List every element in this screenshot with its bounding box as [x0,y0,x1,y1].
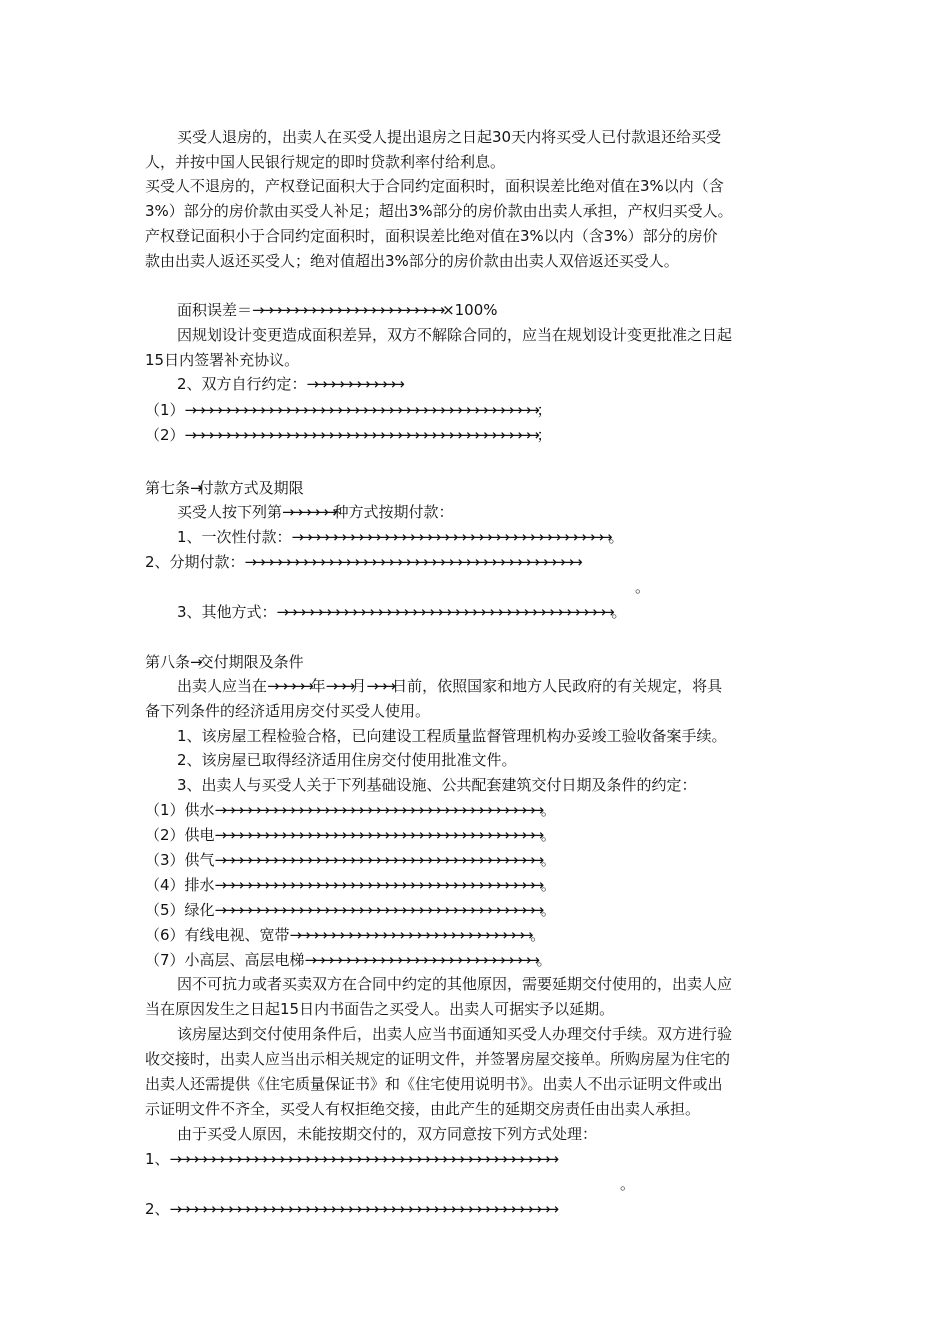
article-7-number: 第七条 [145,479,191,497]
period: 。 [540,801,556,819]
para-plan-1: 因规划设计变更造成面积差异，双方不解除合同的，应当在规划设计变更批准之日起 [177,326,733,344]
period: 。 [635,578,651,596]
condition-3: 3、出卖人与买受人关于下列基础设施、公共配套建筑交付日期及条件的约定： [177,776,697,794]
period: 。 [530,926,546,944]
para-plan-2: 15日内签署补充协议。 [145,351,300,369]
blank-field: →→→ [325,677,352,695]
blank-field: →→→→→→→→→→→→→→→→→→→→→→→→→→→→→→→→→→→→→→→→→→→→→ [169,1200,556,1218]
facility-label: （5）绿化 [145,901,215,919]
para-keep-2: 3%）部分的房价款由买受人补足；超出3%部分的房价款由出卖人承担，产权归买受人。 [145,202,733,220]
period: 。 [608,528,624,546]
article-8-title: 交付期限及条件 [198,653,304,671]
sub-item-1-label: （1） [145,401,185,419]
handover-2: 收交接时，出卖人应当出示相关规定的证明文件，并签署房屋交接单。所购房屋为住宅的 [145,1050,731,1068]
period: 。 [540,826,556,844]
article-7-heading [145,476,304,500]
facility-label: （2）供电 [145,826,215,844]
period: 。 [540,901,556,919]
payment-option-2-label: 2、分期付款： [145,553,245,571]
article-8-number: 第八条 [145,653,191,671]
buyer-delay-option-2 [145,1197,555,1221]
payment-option-2 [145,550,579,574]
blank-field: →→→→→→→→→→→→→→→→→→→→→→→→→→→→→→→→→→→→→→ [214,901,541,919]
period: 。 [611,603,627,621]
sub-item-1 [145,398,552,422]
semicolon: ； [536,426,552,444]
handover-3: 出卖人还需提供《住宅质量保证书》和《住宅使用说明书》。出卖人不出示证明文件或出 [145,1075,723,1093]
blank-field: →→→ [366,677,393,695]
payment-intro-b: 种方式按期付款： [333,503,454,521]
deadline-text-d: 日前，依照国家和地方人民政府的有关规定，将具 [392,677,723,695]
blank-field: → →→→→→→→→→→→→→→→→→→→→→ [252,301,443,319]
blank-field: →→→→→→→→→→→→→→→→→→→→→→→→→→→→→→→→→→→→→→ [214,826,541,844]
facility-elevator [145,948,552,972]
tab-mark: → [190,479,199,497]
blank-field: →→→→→→→→→→→→→→→→→→→→→→→→→→→→→→→→→→→→→ [291,528,609,546]
payment-option-3-label: 3、其他方式： [177,603,277,621]
deadline-month: 月 [351,677,367,695]
condition-1: 1、该房屋工程检验合格，已向建设工程质量监督管理机构办妥竣工验收备案手续。 [177,727,727,745]
force-majeure-2: 当在原因发生之日起15日内书面告之买受人。出卖人可据实予以延期。 [145,1000,615,1018]
sub-item-2 [145,423,552,447]
blank-field: →→→→→→→→→→→→→→→→→→→→→→→→→→→→→→→→→→→→→→→→→→→→→ [169,1150,556,1168]
item-agree [177,372,401,396]
period: 。 [540,876,556,894]
facility-label: （3）供气 [145,851,215,869]
blank-field: →→→→→→→→→→→→→→→→→→→→→→→→→→→ [304,951,537,969]
handover-4: 示证明文件不齐全，买受人有权拒绝交接，由此产生的延期交房责任由出卖人承担。 [145,1100,701,1118]
para-keep-1: 买受人不退房的，产权登记面积大于合同约定面积时，面积误差比绝对值在3%以内（含 [145,177,724,195]
blank-field: →→→→→→→→→→→→→→→→→→→→→→→→→→→→→→→→→→→→→→ [214,876,541,894]
facility-greening [145,898,556,922]
para-keep-3: 产权登记面积小于合同约定面积时，面积误差比绝对值在3%以内（含3%）部分的房价 [145,227,718,245]
condition-2: 2、该房屋已取得经济适用住房交付使用批准文件。 [177,751,517,769]
facility-label: （6）有线电视、宽带 [145,926,290,944]
tab-mark: → [190,653,199,671]
facility-drainage [145,873,556,897]
delivery-deadline-1 [177,674,722,698]
para-refund-2: 人，并按中国人民银行规定的即时贷款利率付给利息。 [145,153,506,171]
payment-intro [177,500,453,524]
semicolon: ； [536,401,552,419]
period: 。 [540,851,556,869]
buyer-delay-intro: 由于买受人原因，未能按期交付的，双方同意按下列方式处理： [177,1125,598,1143]
blank-field: →→→→→→→→→→→→→→→→→→→→→→→→→→→→→→→→→→→→→→ [214,801,541,819]
article-8-heading [145,650,304,674]
formula-factor: ×100% [442,301,498,319]
option-2-label: 2、 [145,1200,170,1218]
para-keep-4: 款由出卖人返还买受人；绝对值超出3%部分的房价款由出卖人双倍返还买受人。 [145,252,679,270]
force-majeure-1: 因不可抗力或者买卖双方在合同中约定的其他原因，需要延期交付使用的，出卖人应 [177,975,733,993]
blank-field: →→→→→→ [282,503,334,521]
facility-gas [145,848,556,872]
blank-field: →→→→→→→→→→→→→→→→→→→→→→→→→→→→→→→→→→→→→→→→→ [184,401,537,419]
payment-option-1 [177,525,624,549]
buyer-delay-option-1 [145,1147,555,1171]
deadline-year: 年 [310,677,326,695]
facility-label: （1）供水 [145,801,215,819]
deadline-text-a: 出卖人应当在 [177,677,268,695]
facility-cable-broadband [145,923,545,947]
facility-water [145,798,556,822]
option-1-label: 1、 [145,1150,170,1168]
blank-field: →→→→→→→→→→→→→→→→→→→→→→→→→→→→→→→→→→→→→→ [214,851,541,869]
blank-field: →→→→→ [267,677,311,695]
para-refund-1: 买受人退房的，出卖人在买受人提出退房之日起30天内将买受人已付款退还给买受 [177,128,722,146]
payment-option-1-label: 1、一次性付款： [177,528,292,546]
facility-power [145,823,556,847]
sub-item-2-label: （2） [145,426,185,444]
blank-field: →→→→→→→→→→→→→→→→→→→→→→→→→→→→→→→→→→→→→→→ [276,603,612,621]
delivery-deadline-2: 备下列条件的经济适用房交付买受人使用。 [145,702,431,720]
article-7-title: 付款方式及期限 [198,479,304,497]
formula-line [177,298,498,322]
item-agree-label: 2、双方自行约定： [177,375,307,393]
formula-label: 面积误差＝ [177,301,253,319]
blank-field: →→→→→→→→→→→→→→→→→→→→→→→→→→→→→→→→→→→→→→→ [244,553,579,571]
payment-intro-a: 买受人按下列第 [177,503,283,521]
facility-label: （7）小高层、高层电梯 [145,951,305,969]
handover-1: 该房屋达到交付使用条件后，出卖人应当书面通知买受人办理交付手续。双方进行验 [177,1025,733,1043]
blank-field: →→→→→→→→→→→ [306,375,401,393]
blank-field: →→→→→→→→→→→→→→→→→→→→→→→→→→→→ [289,926,531,944]
period: 。 [620,1175,636,1193]
period: 。 [536,951,552,969]
payment-option-3 [177,600,627,624]
facility-label: （4）排水 [145,876,215,894]
blank-field: →→→→→→→→→→→→→→→→→→→→→→→→→→→→→→→→→→→→→→→→→ [184,426,537,444]
